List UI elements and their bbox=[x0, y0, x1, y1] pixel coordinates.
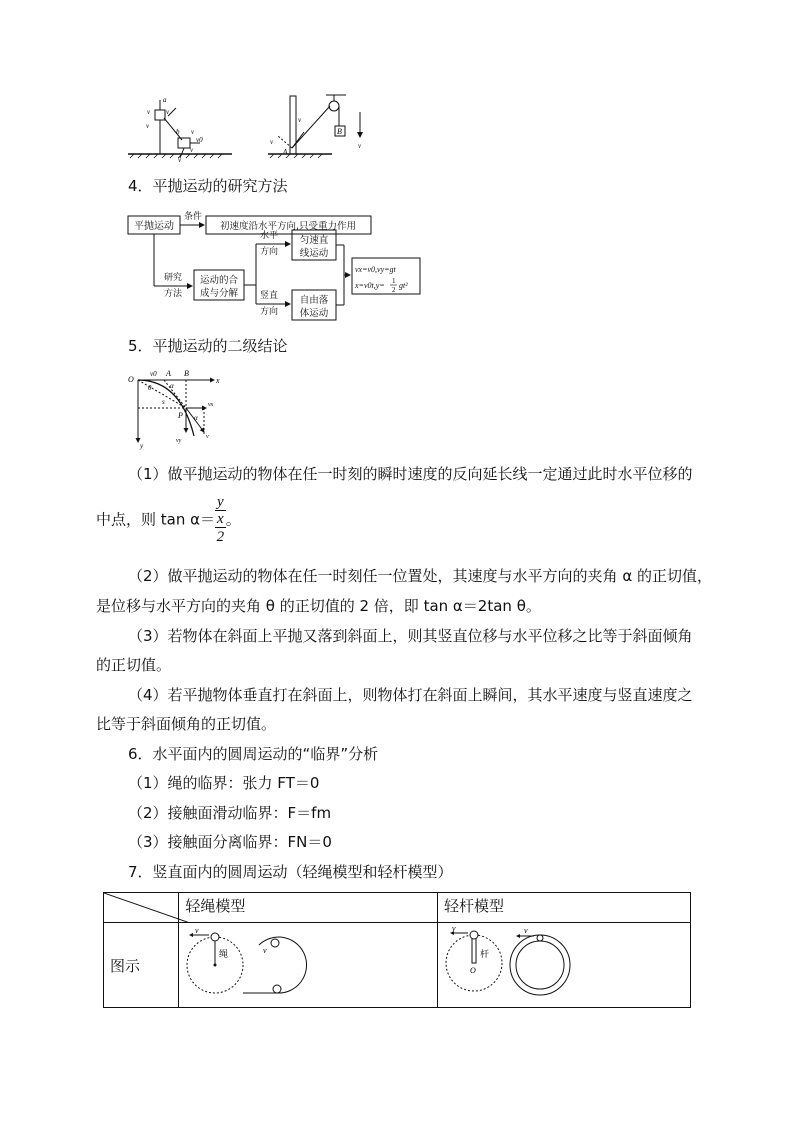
svg-text:自由落: 自由落 bbox=[299, 295, 329, 306]
svg-text:v: v bbox=[191, 128, 195, 136]
svg-text:v: v bbox=[166, 108, 170, 116]
svg-text:b: b bbox=[176, 128, 180, 136]
svg-text:v: v bbox=[298, 116, 302, 124]
svg-text:vx: vx bbox=[208, 402, 214, 408]
svg-text:体运动: 体运动 bbox=[299, 308, 329, 319]
header-rope: 轻绳模型 bbox=[179, 893, 438, 923]
svg-text:方法: 方法 bbox=[164, 289, 183, 299]
left-pulley-figure bbox=[128, 96, 232, 162]
section-4-title: 4．平抛运动的研究方法 bbox=[128, 177, 288, 195]
velocity-decomposition-figure bbox=[120, 92, 400, 162]
critical-separate: （3）接触面分离临界：FN＝0 bbox=[128, 833, 332, 851]
label-a: a bbox=[163, 96, 167, 104]
conclusion-4-line-b: 比等于斜面倾角的正切值。 bbox=[96, 715, 277, 733]
svg-text:v: v bbox=[524, 926, 528, 935]
svg-text:v: v bbox=[147, 108, 151, 116]
svg-text:方向: 方向 bbox=[260, 307, 279, 317]
svg-text:运动的合: 运动的合 bbox=[199, 275, 239, 286]
projectile-figure bbox=[128, 366, 228, 450]
svg-text:v: v bbox=[358, 142, 362, 150]
svg-text:成与分解: 成与分解 bbox=[199, 288, 239, 299]
svg-text:初速度沿水平方向,只受重力作用: 初速度沿水平方向,只受重力作用 bbox=[219, 221, 357, 232]
svg-text:杆: 杆 bbox=[480, 949, 490, 959]
rope-model-figure bbox=[179, 923, 438, 1008]
svg-text:匀速直: 匀速直 bbox=[299, 235, 329, 246]
row-label-figure: 图示 bbox=[104, 923, 179, 1008]
svg-text:水平: 水平 bbox=[260, 231, 279, 241]
svg-text:条件: 条件 bbox=[184, 212, 203, 222]
fraction-y-over-half-x: $\frac{y}{\frac{x}{2}}$ bbox=[216, 494, 225, 545]
models-table bbox=[103, 892, 691, 1008]
svg-text:研究: 研究 bbox=[164, 273, 183, 283]
svg-text:v0: v0 bbox=[150, 370, 157, 378]
svg-text:v: v bbox=[178, 156, 182, 162]
svg-text:v: v bbox=[206, 434, 209, 440]
svg-text:线运动: 线运动 bbox=[299, 248, 329, 259]
svg-text:A: A bbox=[166, 369, 171, 378]
svg-text:v: v bbox=[452, 924, 456, 933]
conclusion-3-line-b: 的正切值。 bbox=[96, 656, 172, 674]
svg-text:s: s bbox=[162, 398, 165, 406]
svg-text:θ: θ bbox=[148, 384, 152, 392]
svg-text:vx=v0,vy=gt: vx=v0,vy=gt bbox=[355, 265, 396, 274]
svg-text:O: O bbox=[470, 966, 476, 975]
svg-text:O: O bbox=[128, 375, 134, 384]
svg-text:vy: vy bbox=[176, 438, 182, 444]
svg-text:v: v bbox=[263, 946, 267, 955]
svg-text:竖直: 竖直 bbox=[260, 291, 279, 301]
svg-text:v: v bbox=[146, 122, 150, 130]
right-pole-figure bbox=[268, 95, 363, 158]
svg-text:P: P bbox=[178, 411, 183, 420]
rod-model-figure bbox=[438, 923, 691, 1008]
conclusion-3-line-a: （3）若物体在斜面上平抛又落到斜面上，则其竖直位移与水平位移之比等于斜面倾角 bbox=[128, 627, 693, 645]
svg-text:v: v bbox=[190, 146, 194, 154]
svg-text:v: v bbox=[270, 138, 274, 146]
svg-text:2: 2 bbox=[392, 286, 396, 294]
svg-text:1: 1 bbox=[392, 277, 396, 285]
conclusion-2-line-a: （2）做平抛运动的物体在任一时刻任一位置处，其速度与水平方向的夹角 α 的正切值， bbox=[128, 567, 712, 585]
section-6-title: 6．水平面内的圆周运动的“临界”分析 bbox=[128, 745, 379, 763]
critical-rope: （1）绳的临界：张力 FT＝0 bbox=[128, 774, 320, 792]
svg-text:B: B bbox=[184, 369, 189, 378]
svg-text:α: α bbox=[170, 382, 174, 390]
conclusion-1-line-b: 中点，则 tan α＝ $\frac{y}{\frac{x}{2}}$ 。 bbox=[96, 494, 241, 545]
svg-text:方向: 方向 bbox=[260, 247, 279, 257]
svg-text:A: A bbox=[283, 148, 288, 156]
svg-text:v0: v0 bbox=[196, 136, 203, 144]
conclusion-4-line-a: （4）若平抛物体垂直打在斜面上，则物体打在斜面上瞬间，其水平速度与竖直速度之 bbox=[128, 686, 693, 704]
conclusion-1-line-a: （1）做平抛运动的物体在任一时刻的瞬时速度的反向延长线一定通过此时水平位移的 bbox=[128, 465, 693, 483]
table-corner-cell bbox=[104, 893, 179, 923]
header-rod: 轻杆模型 bbox=[438, 893, 691, 923]
conclusion-2-line-b: 是位移与水平方向的夹角 θ 的正切值的 2 倍，即 tan α＝2tan θ。 bbox=[96, 597, 541, 615]
svg-text:y: y bbox=[140, 442, 144, 450]
svg-text:B: B bbox=[337, 127, 342, 136]
svg-text:α: α bbox=[194, 414, 198, 422]
svg-text:v: v bbox=[195, 926, 199, 935]
svg-text:平抛运动: 平抛运动 bbox=[134, 221, 174, 232]
flow-diagram bbox=[124, 208, 424, 324]
svg-text:gt²: gt² bbox=[399, 281, 408, 290]
section-7-title: 7．竖直面内的圆周运动（轻绳模型和轻杆模型） bbox=[128, 863, 453, 881]
section-5-title: 5．平抛运动的二级结论 bbox=[128, 337, 288, 355]
svg-text:绳: 绳 bbox=[219, 949, 229, 959]
svg-text:x=v0t,y=: x=v0t,y= bbox=[355, 281, 385, 290]
critical-slide: （2）接触面滑动临界：F＝fm bbox=[128, 804, 332, 822]
svg-text:x: x bbox=[216, 376, 220, 385]
